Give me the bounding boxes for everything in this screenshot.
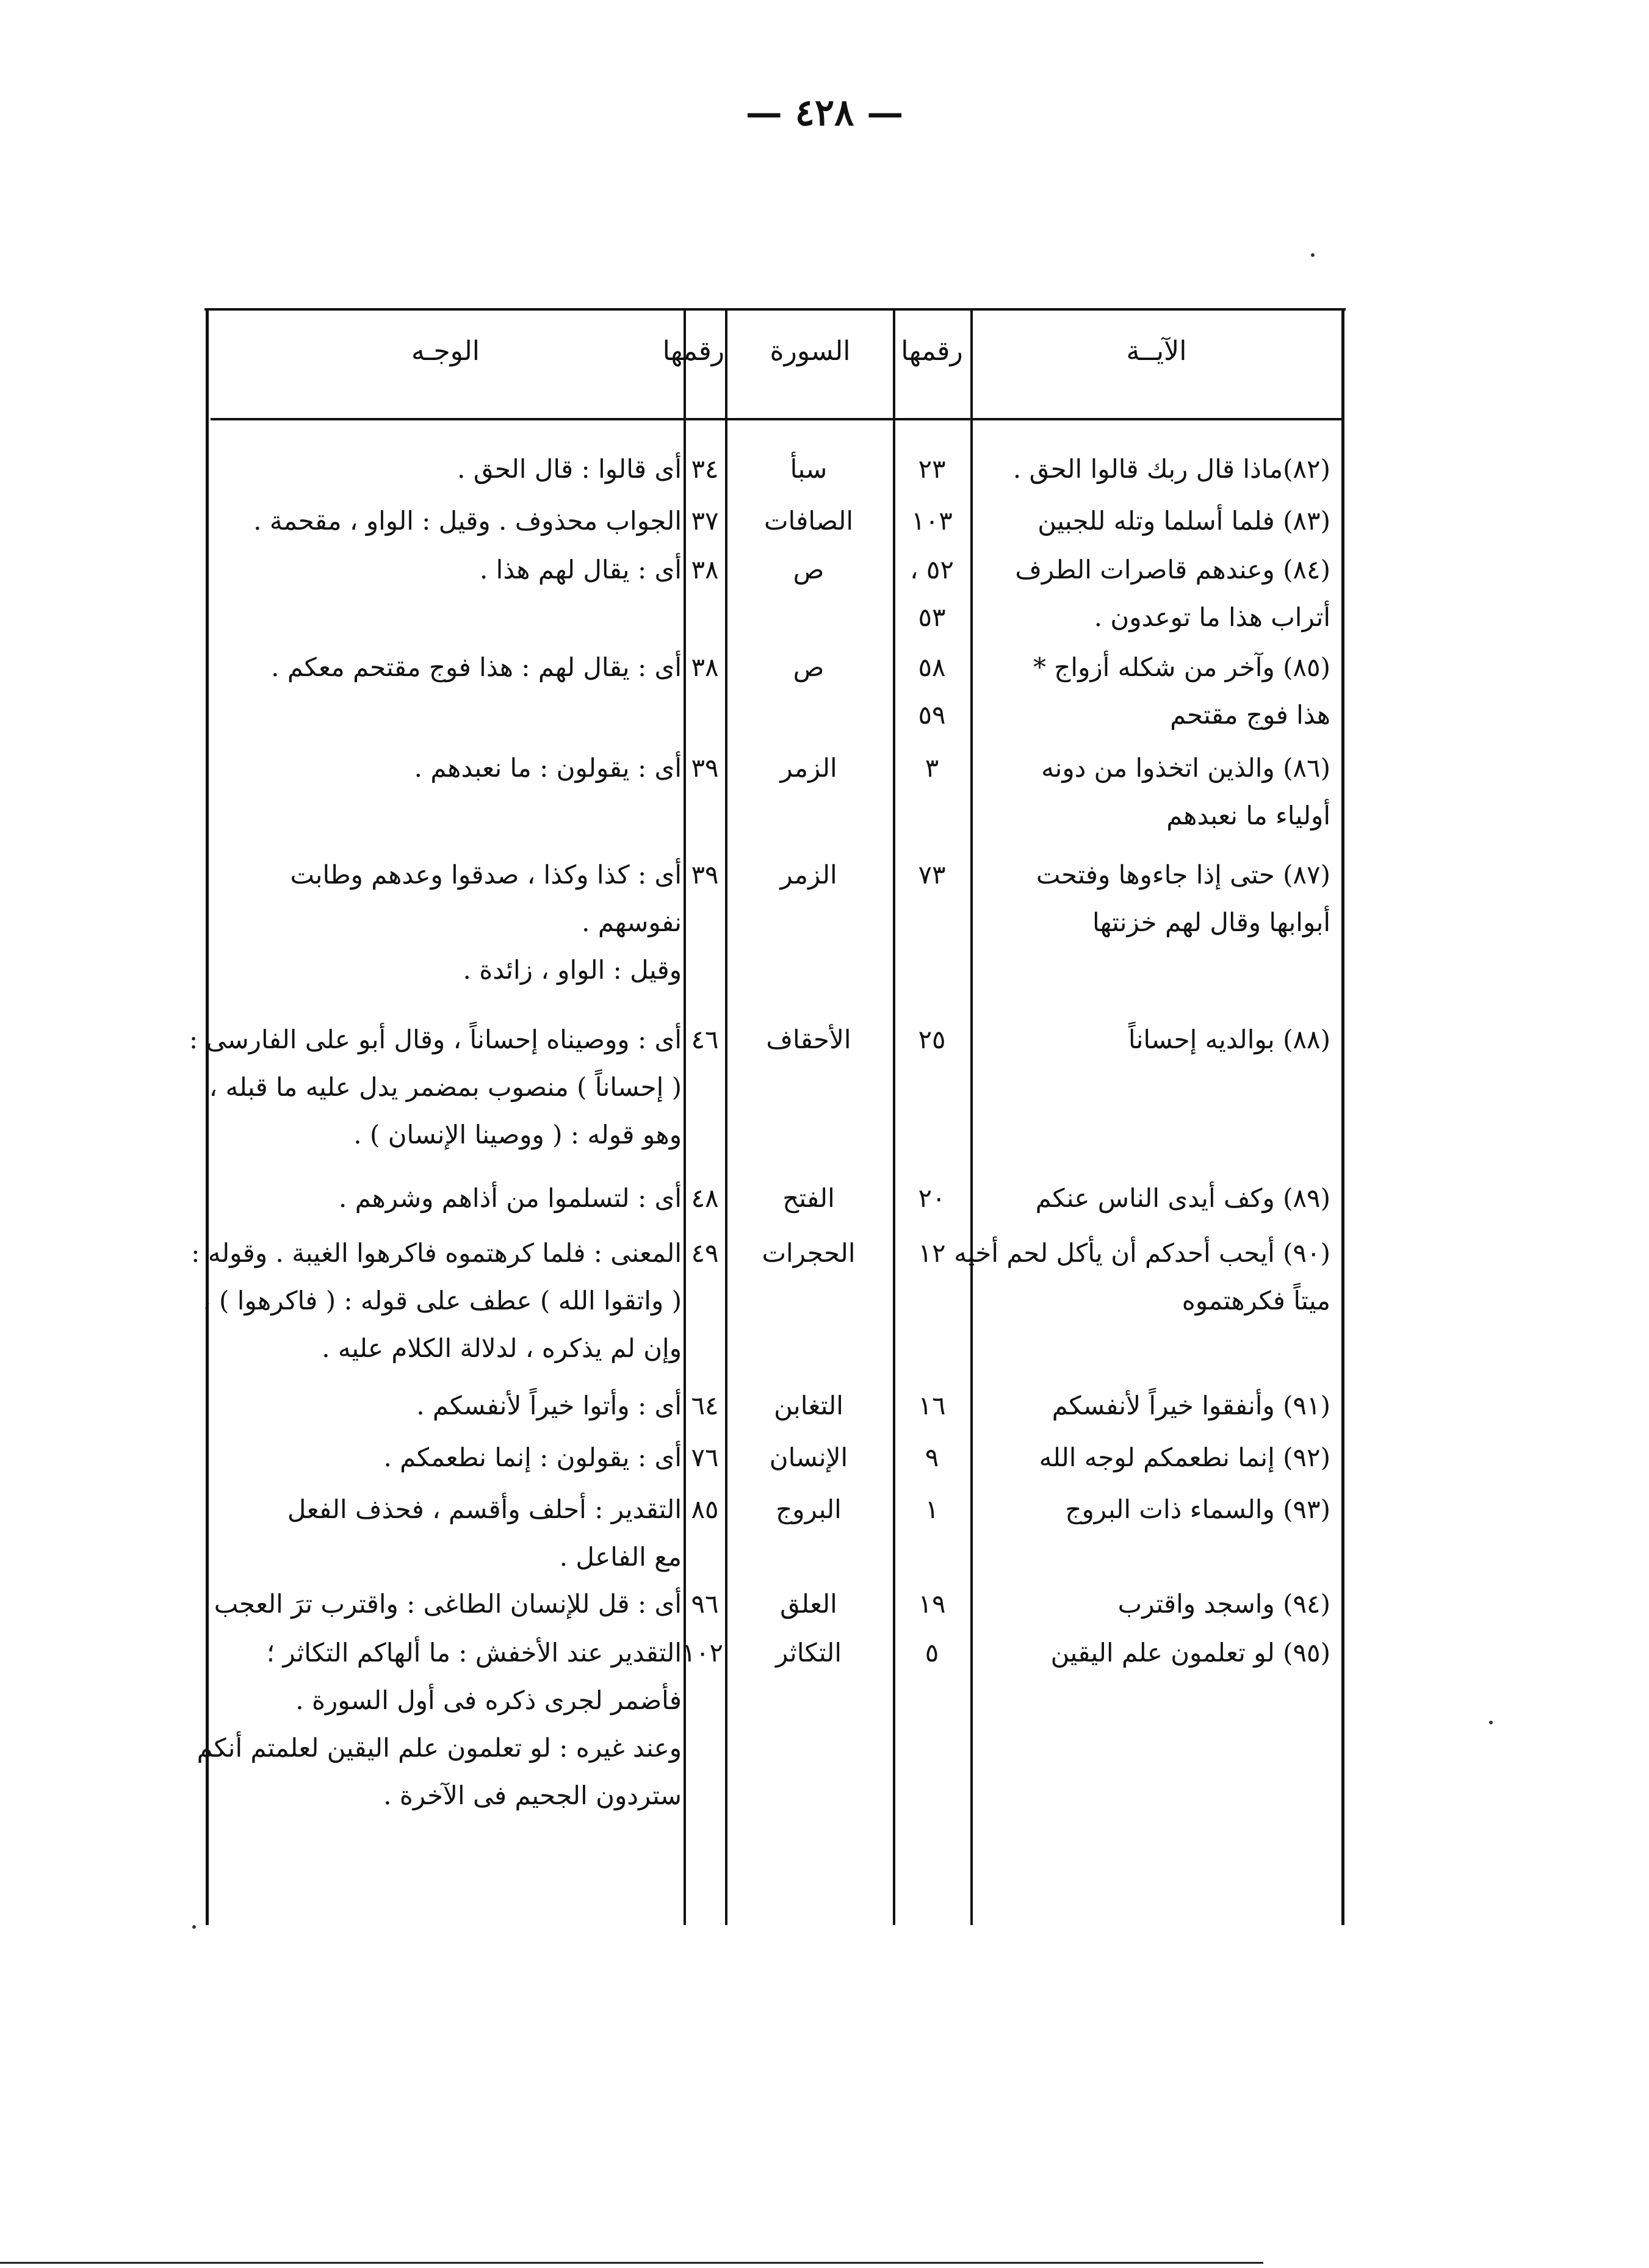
ayah-number-line: ٥٨ — [918, 652, 946, 682]
ayah-number-line: ٥٣ — [918, 602, 946, 632]
wajh-text-line: مع الفاعل . — [559, 1542, 682, 1572]
ayah-text — [989, 1580, 1330, 1628]
ayah-text — [989, 546, 1330, 641]
header-surah: السورة — [770, 336, 851, 367]
ayah-text-line: (٩١) وأنفقوا خيراً لأنفسكم — [1052, 1391, 1330, 1420]
wajh-text — [212, 1486, 682, 1581]
ayah-number-line: ٢٣ — [918, 454, 946, 484]
surah-name: الإنسان — [769, 1442, 848, 1472]
wajh-text-line: أى : قل للإنسان الطاغى : واقترب ترَ العجب — [214, 1589, 682, 1619]
ayah-number — [896, 497, 968, 545]
wajh-text-line: الجواب محذوف . وقيل : الواو ، مقحمة . — [253, 506, 682, 536]
wajh-text-line: المعنى : فلما كرهتموه فاكرهوا الغيبة . وقوله : — [191, 1238, 682, 1268]
header-wajh: الوجـه — [411, 336, 480, 367]
ayah-number-line: ٥ — [925, 1638, 939, 1668]
wajh-text-line: أى : ووصيناه إحساناً ، وقال أبو على الفارسى : — [189, 1024, 682, 1054]
wajh-text-line: ستردون الجحيم فى الآخرة . — [383, 1780, 682, 1810]
header-rule — [211, 418, 1343, 420]
wajh-number: ٣٧ — [691, 506, 719, 536]
wajh-text-line: نفوسهم . — [582, 907, 682, 937]
ayah-text — [989, 1382, 1330, 1430]
ayah-number-line: ٥٩ — [918, 700, 946, 730]
ayah-text — [954, 1229, 1330, 1325]
column-divider — [970, 308, 973, 1925]
wajh-text-line: وهو قوله : ( ووصينا الإنسان ) . — [353, 1120, 682, 1150]
ayah-number-line: ٢٠ — [918, 1183, 946, 1213]
wajh-text — [212, 1580, 682, 1628]
ayah-text-line: (٨٢)ماذا قال ربك قالوا الحق . — [1012, 454, 1330, 484]
ayah-number — [896, 1175, 968, 1222]
wajh-text — [212, 644, 682, 691]
ayah-text — [989, 1629, 1330, 1677]
ayah-number — [896, 851, 968, 899]
table-border-right — [1341, 308, 1344, 1925]
ayah-text-line: (٨٩) وكف أيدى الناس عنكم — [1035, 1183, 1330, 1213]
column-divider — [684, 308, 686, 1925]
ayah-text — [989, 1486, 1330, 1533]
surah-name: الصافات — [763, 506, 854, 536]
surah-name: الفتح — [782, 1183, 835, 1213]
ayah-number — [896, 445, 968, 493]
surah-name: البروج — [776, 1494, 842, 1524]
wajh-number: ٧٦ — [691, 1442, 719, 1472]
surah-name: التغابن — [774, 1391, 843, 1420]
wajh-text-line: وقيل : الواو ، زائدة . — [463, 955, 682, 985]
ayah-number — [896, 1016, 968, 1064]
ayah-text-line: أتراب هذا ما توعدون . — [1094, 602, 1330, 632]
ayah-number — [896, 1580, 968, 1628]
ayah-number — [896, 1629, 968, 1677]
speck — [192, 1925, 196, 1929]
wajh-text — [197, 1629, 682, 1820]
ayah-number — [896, 744, 968, 792]
ayah-text — [989, 644, 1330, 739]
ayah-number-line: ٥٢ ، — [909, 555, 954, 585]
wajh-text — [191, 1229, 682, 1372]
wajh-text — [212, 445, 682, 493]
wajh-text-line: ( واتقوا الله ) عطف على قوله : ( فاكرهوا ) ، — [203, 1286, 682, 1316]
ayah-text-line: (٩٠) أيحب أحدكم أن يأكل لحم أخيه — [954, 1238, 1330, 1268]
surah-name: ص — [793, 652, 824, 682]
ayah-text-line: (٩٣) والسماء ذات البروج — [1065, 1494, 1330, 1524]
ayah-text-line: هذا فوج مقتحم — [1170, 700, 1330, 730]
wajh-text-line: أى : يقولون : ما نعبدهم . — [414, 753, 682, 783]
wajh-text-line: وعند غيره : لو تعلمون علم اليقين لعلمتم أنكم — [197, 1733, 682, 1763]
table-border-left — [206, 308, 209, 1925]
ayah-text — [989, 1434, 1330, 1481]
wajh-number: ١٠٢ — [682, 1638, 723, 1668]
ayah-text — [989, 851, 1330, 946]
ayah-number — [896, 644, 968, 739]
ayah-text — [989, 497, 1330, 545]
surah-name: الأحقاف — [766, 1024, 851, 1054]
ayah-text — [989, 744, 1330, 840]
ayah-number — [896, 546, 968, 641]
ayah-text-line: (٨٧) حتى إذا جاءوها وفتحت — [1036, 860, 1330, 890]
ayah-text-line: (٨٨) بوالديه إحساناً — [1128, 1024, 1330, 1054]
ayah-text-line: (٩٢) إنما نطعمكم لوجه الله — [1039, 1442, 1330, 1472]
header-wajh-number: رقمها — [662, 336, 724, 367]
ayah-number-line: ١٢ — [918, 1238, 946, 1268]
surah-name: العلق — [780, 1589, 837, 1619]
surah-name: سبأ — [790, 454, 828, 484]
wajh-number: ٦٤ — [691, 1391, 719, 1420]
ayah-number-line: ١ — [925, 1494, 939, 1524]
wajh-text — [189, 1016, 682, 1159]
wajh-text-line: أى : يقولون : إنما نطعمكم . — [383, 1442, 682, 1472]
surah-name: ص — [793, 555, 824, 585]
wajh-number: ٣٨ — [691, 555, 719, 585]
ayah-number-line: ٧٣ — [918, 860, 946, 890]
ayah-text-line: (٨٥) وآخر من شكله أزواج * — [1033, 652, 1330, 682]
wajh-text-line: أى : يقال لهم : هذا فوج مقتحم معكم . — [271, 652, 682, 682]
surah-name: التكاثر — [776, 1638, 842, 1668]
surah-name: الحجرات — [762, 1238, 856, 1268]
wajh-text — [212, 744, 682, 792]
ayah-text-line: (٨٤) وعندهم قاصرات الطرف — [1015, 555, 1330, 585]
ayah-number-line: ١٠٣ — [911, 506, 953, 536]
ayah-number — [896, 1229, 968, 1277]
ayah-text-line: (٨٦) والذين اتخذوا من دونه — [1041, 753, 1330, 783]
wajh-text — [212, 1434, 682, 1481]
surah-name: الزمر — [780, 753, 837, 783]
ayah-text — [989, 1016, 1330, 1064]
wajh-text — [212, 1175, 682, 1222]
wajh-number: ٣٨ — [691, 652, 719, 682]
wajh-text — [212, 1382, 682, 1430]
ayah-text-line: أبوابها وقال لهم خزنتها — [1092, 907, 1330, 937]
ayah-number-line: ٣ — [925, 753, 939, 783]
header-ayah: الآيــة — [1126, 336, 1187, 367]
wajh-number: ٣٤ — [691, 454, 719, 484]
ayah-number-line: ٩ — [925, 1442, 939, 1472]
wajh-number: ٣٩ — [691, 860, 719, 890]
surah-name: الزمر — [780, 860, 837, 890]
ayah-text-line: (٩٤) واسجد واقترب — [1117, 1589, 1330, 1619]
wajh-text-line: فأضمر لجرى ذكره فى أول السورة . — [295, 1685, 682, 1715]
wajh-text-line: أى : كذا وكذا ، صدقوا وعدهم وطابت — [290, 860, 682, 890]
bottom-rule — [0, 2262, 1263, 2264]
ayah-text — [989, 445, 1330, 493]
wajh-number: ٤٨ — [691, 1183, 719, 1213]
page-number: — ٤٢٨ — — [745, 92, 904, 134]
speck — [1489, 1721, 1493, 1724]
ayah-number — [896, 1382, 968, 1430]
wajh-text-line: وإن لم يذكره ، لدلالة الكلام عليه . — [322, 1333, 682, 1363]
ayah-text-line: (٨٣) فلما أسلما وتله للجبين — [1037, 506, 1330, 536]
header-ayah-number: رقمها — [901, 336, 963, 367]
column-divider — [893, 308, 895, 1925]
ayah-number-line: ١٩ — [918, 1589, 946, 1619]
speck — [1311, 253, 1315, 257]
wajh-number: ٩٦ — [691, 1589, 719, 1619]
ayah-number-line: ١٦ — [918, 1391, 946, 1420]
wajh-text-line: أى : لتسلموا من أذاهم وشرهم . — [339, 1183, 682, 1213]
wajh-text-line: التقدير عند الأخفش : ما ألهاكم التكاثر ؛ — [266, 1638, 682, 1668]
wajh-text — [212, 497, 682, 545]
wajh-text-line: التقدير : أحلف وأقسم ، فحذف الفعل — [287, 1494, 682, 1524]
wajh-text-line: ( إحساناً ) منصوب بمضمر يدل عليه ما قبله ، — [209, 1072, 682, 1102]
wajh-number: ٣٩ — [691, 753, 719, 783]
ayah-text-line: (٩٥) لو تعلمون علم اليقين — [1050, 1638, 1330, 1668]
wajh-text-line: أى : وأتوا خيراً لأنفسكم . — [416, 1391, 682, 1420]
wajh-text — [212, 546, 682, 594]
wajh-number: ٤٩ — [691, 1238, 719, 1268]
wajh-number: ٨٥ — [691, 1494, 719, 1524]
wajh-text — [212, 851, 682, 994]
ayah-text-line: أولياء ما نعبدهم — [1166, 801, 1330, 830]
ayah-text-line: ميتاً فكرهتموه — [1182, 1286, 1330, 1316]
wajh-text-line: أى قالوا : قال الحق . — [457, 454, 682, 484]
ayah-number-line: ٢٥ — [918, 1024, 946, 1054]
ayah-number — [896, 1486, 968, 1533]
wajh-number: ٤٦ — [691, 1024, 719, 1054]
ayah-number — [896, 1434, 968, 1481]
ayah-text — [989, 1175, 1330, 1222]
wajh-text-line: أى : يقال لهم هذا . — [479, 555, 682, 585]
